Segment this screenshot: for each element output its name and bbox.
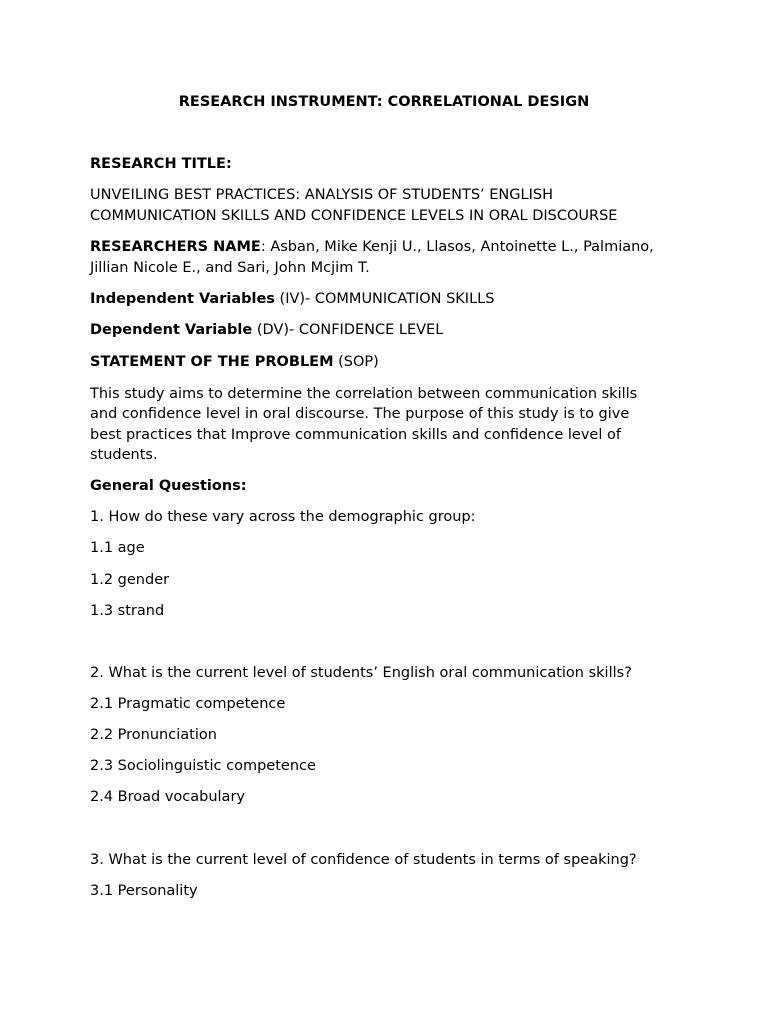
independent-variable-value: (IV)- COMMUNICATION SKILLS <box>274 291 495 307</box>
question-3-item-1: 3.1 Personality <box>90 883 198 899</box>
question-3: 3. What is the current level of confidence of students in terms of speaking? <box>90 852 637 868</box>
problem-paragraph-line-1: This study aims to determine the correlation between communication skills <box>90 386 638 402</box>
statement-of-problem-label: STATEMENT OF THE PROBLEM <box>90 354 334 370</box>
problem-paragraph-line-2: and confidence level in oral discourse. The purpose of this study is to give <box>90 406 630 422</box>
dependent-variable-label: Dependent Variable <box>90 322 253 338</box>
problem-paragraph-line-3: best practices that Improve communication skills and confidence level of <box>90 427 621 443</box>
research-title-line-1: UNVEILING BEST PRACTICES: ANALYSIS OF STUDENTS’ ENGLISH <box>90 187 553 203</box>
question-2-item-1: 2.1 Pragmatic competence <box>90 696 286 712</box>
researchers-names-part-1: : Asban, Mike Kenji U., Llasos, Antoinette L., Palmiano, <box>260 239 654 255</box>
question-2-item-4: 2.4 Broad vocabulary <box>90 789 245 805</box>
research-title-label: RESEARCH TITLE: <box>90 156 232 172</box>
problem-paragraph-line-4: students. <box>90 447 158 463</box>
researchers-label: RESEARCHERS NAME <box>90 239 261 255</box>
research-title-line-2: COMMUNICATION SKILLS AND CONFIDENCE LEVELS IN ORAL DISCOURSE <box>90 208 618 224</box>
researchers-line-2: Jillian Nicole E., and Sari, John Mcjim T. <box>90 260 370 276</box>
question-2-item-3: 2.3 Sociolinguistic competence <box>90 758 316 774</box>
question-2-item-2: 2.2 Pronunciation <box>90 727 217 743</box>
independent-variable <box>90 289 494 310</box>
statement-of-problem-abbr: (SOP) <box>333 354 379 370</box>
document-heading: RESEARCH INSTRUMENT: CORRELATIONAL DESIGN <box>178 94 590 110</box>
question-1-item-1: 1.1 age <box>90 540 145 556</box>
question-2: 2. What is the current level of students’ English oral communication skills? <box>90 665 632 681</box>
dependent-variable-value: (DV)- CONFIDENCE LEVEL <box>252 322 444 338</box>
question-1: 1. How do these vary across the demographic group: <box>90 509 476 525</box>
question-1-item-2: 1.2 gender <box>90 572 170 588</box>
general-questions-label: General Questions: <box>90 478 247 494</box>
dependent-variable <box>90 320 443 341</box>
question-1-item-3: 1.3 strand <box>90 603 165 619</box>
independent-variable-label: Independent Variables <box>90 291 275 307</box>
researchers-line-1 <box>90 237 654 258</box>
statement-of-problem-heading <box>90 352 379 373</box>
